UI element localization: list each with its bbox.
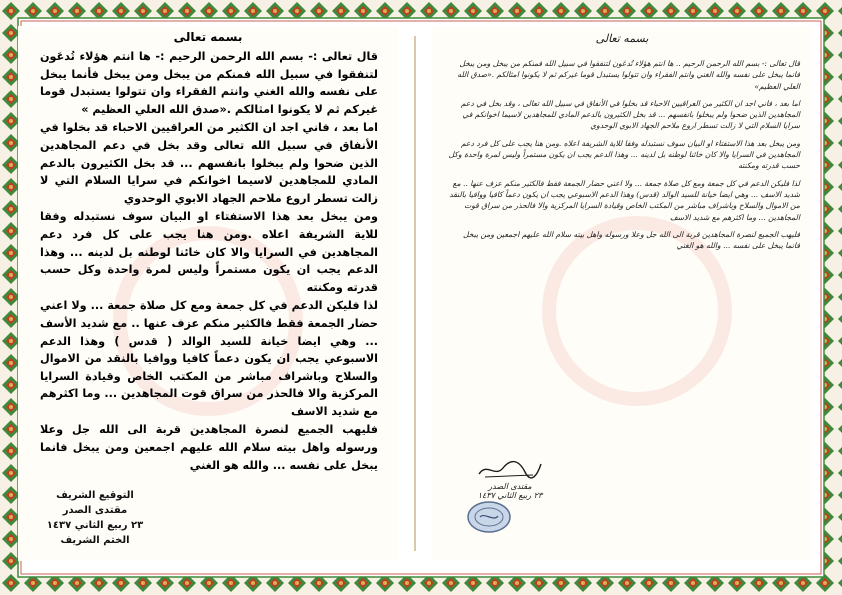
typed-paragraph: فليهب الجميع لنصرة المجاهدين قربة الى الله جل وعلا ورسوله واهل بيته سلام الله عليهم اجمعين ومن يبخل فانما يبخل على نفسه ... والله هو الغني bbox=[40, 423, 378, 472]
typed-letter-body bbox=[40, 48, 378, 475]
typed-letter-title: بسمه تعالى bbox=[173, 30, 243, 44]
handwritten-paragraph: فليهب الجميع لنصرة المجاهدين قربة الى الله جل وعلا ورسوله واهل بيته سلام الله عليهم اجمعين ومن يبخل فانما يبخل على نفسه ... والله هو الغني bbox=[463, 229, 800, 251]
handwritten-letter-title: بسمه تعالى bbox=[595, 32, 649, 45]
handwritten-paragraph: اما بعد ، فاني اجد ان الكثير من العراقيين الاحباء قد بخلوا في الأنفاق في سبيل الله تعالى ، وقد بخل في دعم المجاهدين الذين ضحوا ولم يبخلوا بانفسهم ... قد بخل الكثيرون بالدعم المادي للمجاهدين لاسيما اخوانكم في سرايا السلام التي لا زالت تسطر اروع ملاحم الجهاد الابوي الوحدوي bbox=[460, 98, 800, 131]
handwritten-paragraph: لذا فليكن الدعم في كل جمعة ومع كل صلاة جمعة ... ولا اعني حضار الجمعة فقط فالكثير منكم عزف عنها .. مع شديد الاسف ... وهي ايضا خيانة للسيد الوالد (قدس) وهذا الدعم الاسبوعي يجب ان يكون دعماً كافيا ووافيا بالنقد من الاموال والسلاح وباشراف مباشر من المكتب الخاص وقيادة السرايا المركزية والا فالحذر من سراق قوت المجاهدين ... وما اكثرهم مع شديد الاسف bbox=[449, 178, 800, 222]
seal-caption: الختم الشريف bbox=[60, 535, 130, 546]
typed-paragraph: لذا فليكن الدعم في كل جمعة ومع كل صلاة جمعة ... ولا اعني حضار الجمعة فقط فالكثير منكم عزف عنها .. مع شديد الأسف ... وهي ايضا خيانة للسيد الوالد ( قدس ) وهذا الدعم الاسبوعي يجب ان يكون دعماً كافيا ووافيا بالنقد من الاموال والسلاح وباشراف مباشر من المكتب الخاص وقيادة السرايا المركزية والا فالحذر من سراق قوت المجاهدين ... وما اكثرهم مع شديد الاسف bbox=[40, 299, 378, 418]
panel-divider bbox=[414, 36, 416, 551]
handwritten-paragraph: ومن يبخل بعد هذا الاستفتاء او البيان سوف نستبدله وفقا للاية الشريفة اعلاه .ومن هنا يجب على كل فرد دعم المجاهدين في السرايا والا كان خائنا لوطنه بل لدينه ... وهذا الدعم يجب ان يكون مستمراً وليس لمرة واحدة وكل حسب قدرته ومكنته bbox=[448, 138, 800, 171]
typed-paragraph: قال تعالى :- بسم الله الرحمن الرحيم :- ها انتم هؤلاء تُدعَون لتنفقوا في سبيل الله فمنكم من يبخل ومن يبخل فأنما يبخل على نفسه والله الغني وانتم الفقراء وان تتولوا يستبدل قوما غيركم ثم لا يكونوا امثالكم .«صدق الله العلي العظيم » bbox=[40, 50, 378, 116]
typed-signature-block bbox=[40, 488, 150, 548]
signature-scribble-icon bbox=[475, 458, 545, 480]
signature-caption: التوقيع الشريف bbox=[56, 490, 134, 501]
handwritten-letter-body bbox=[448, 58, 800, 257]
typed-paragraph: ومن يبخل بعد هذا الاستفتاء او البيان سوف نستبدله وفقا للاية الشريفة اعلاه .ومن هنا يجب على كل فرد دعم المجاهدين في السرايا والا كان خائنا لوطنه بل لدينه ... وهذا الدعم يجب ان يكون مستمراً وليس لمرة واحدة وكل حسب قدرته ومكنته bbox=[40, 210, 378, 294]
signature-date: ٢٣ ربيع الثاني ١٤٣٧ bbox=[46, 520, 144, 531]
handwritten-signatory-name: مقتدى الصدر bbox=[488, 482, 532, 491]
signatory-name: مقتدى الصدر bbox=[62, 505, 128, 516]
seal-stamp-icon bbox=[466, 500, 512, 534]
handwritten-signature-block bbox=[450, 458, 570, 500]
handwritten-letter-panel bbox=[432, 26, 812, 561]
typed-paragraph: اما بعد ، فاني اجد ان الكثير من العراقيين الاحباء قد بخلوا في الأنفاق في سبيل الله تعالى وقد بخل في دعم المجاهدين الذين ضحوا ولم يبخلوا بانفسهم ... قد بخل الكثيرون بالدعم المادي للمجاهدين لاسيما اخوانكم في سرايا السلام التي لا زالت تسطر اروع ملاحم الجهاد الابوي الوحدوي bbox=[40, 121, 378, 205]
handwritten-paragraph: قال تعالى :- بسم الله الرحمن الرحيم .. ها انتم هؤلاء تُدعَون لتنفقوا في سبيل الله فمنكم من يبخل ومن يبخل فانما يبخل على نفسه والله الغني وانتم الفقراء وان تتولوا يستبدل قوما غيركم ثم لا يكونوا امثالكم .«صدق الله العلي العظيم» bbox=[457, 59, 800, 91]
typed-letter-panel bbox=[18, 26, 398, 561]
handwritten-signature-date: ٢٣ ربيع الثاني ١٤٣٧ bbox=[477, 491, 543, 500]
